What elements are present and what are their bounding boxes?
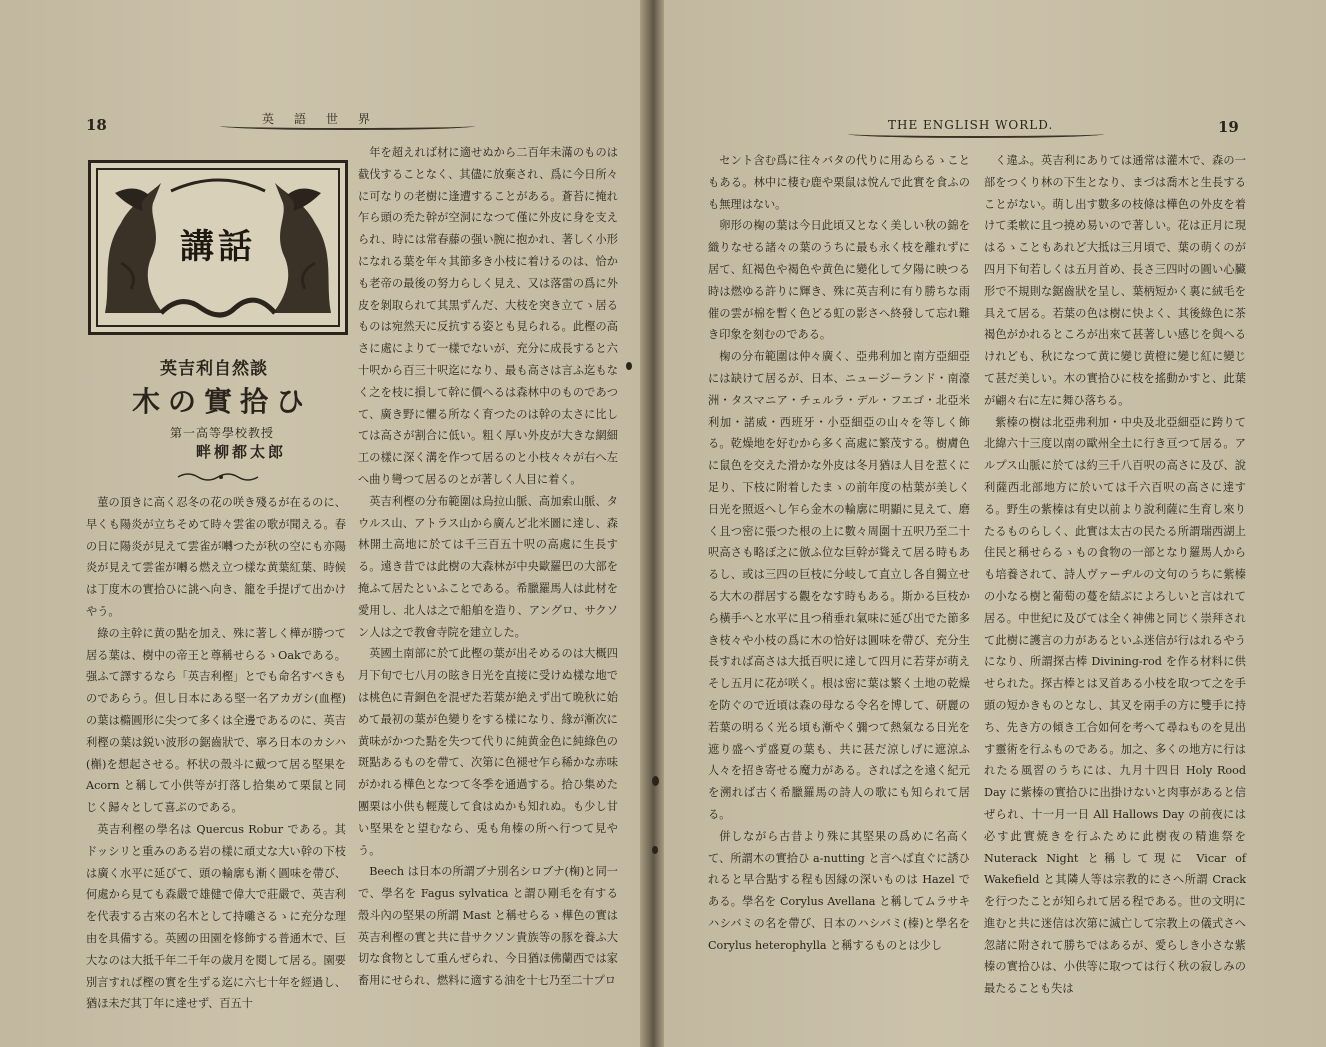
paragraph: 卵形の椈の葉は今日此頃又となく美しい秋の錦を織りなせる諸々の葉のうちに最も永く枝を離れずに居て、紅褐色や褐色や黄色に變化して夕陽に映つる時は燃ゆる許りに輝き、殊に英吉利に有り勝ちな雨催の雲が棉を暫く色どる虹の影さへ終發して忘れ難き印象を刻むのである。 [708,219,970,342]
page-number-right: 19 [1218,118,1239,136]
right-column-2 [984,150,1246,996]
author-affiliation: 第一高等學校教授 [170,426,275,440]
paragraph: Beech は日本の所謂ブナ別名シロブナ(椈)と同一で、學名を Fagus sylvatica と謂ひ剛毛を有する殼斗內の堅果の所謂 Mast と稱せらるゝ樺色の實は英吉利樫の實と共に昔サクソン貴族等の豚を養ふ大切な食物として重んぜられ、今日猶ほ佛蘭西では家畜用にせられ、燃料に適する油を十七乃至二十プロ [358,865,618,988]
paragraph: 併しながら古昔より殊に其堅果の爲めに名高くて、所謂木の實拾ひ a-nutting と言へば直ぐに誘ひれると早合點する程も因縁の深いものは Hazel である。學名を Corylus Avellana と稱してムラサキハシバミの名を帶び、日本のハシバミ(榛)と學名を Corylus heterophylla と稱するものとは少し [708,829,970,952]
author-name: 畔柳都太郎 [196,443,287,461]
left-column-1 [86,492,346,1011]
binding-hole [652,846,658,854]
running-head-right: THE ENGLISH WORLD. [888,118,1054,132]
paragraph: 年を超えれば材に適せぬから二百年未滿のものは截伐することなく、其儘に放棄され、爲に今日所々に可なりの老樹に逢遭することがある。蒼苔に掩れ乍ら頭の禿た幹が空洞になつて僅に外皮に身を支えられ、時には常春藤の强い腕に抱かれ、著しく小形になれる葉を年々其節多き小枝に着けるのは、恰かも老帝の最後の努力らしく見え、又は落雷の爲に外皮を剝取られて其黒ずんだ、大枝を突き立てゝ居るものは宛然天に反抗する姿とも見られる。此樫の高さに處によりて一樣でないが、充分に成長すると六十呎から百三十呎迄になり、最も高さは言ふ迄もなく之を枝に損して幹に價へるは森林中のものであつて、廣き野に懼る所なく育つたのは幹の太さに比しては高さが割合に低い。粗く厚い外皮が大きな網細工の樣に深く溝を作つて居るのと小枝々々が右へ左へ曲り彎つて居るのとが著しく人目に着く。 [358,146,618,486]
paragraph: 英吉利樫の學名は Quercus Robur である。其ドッシリと重みのある岩の樣に頑丈な大い幹の下枝は廣く水平に延びて、頭の輪廓も漸く圓味を帶び、何處から見ても森嚴で雄健で偉大で莊嚴で、英吉利を代表する古來の名木として持囃さるゝに充分な理由を具備する。英國の田園を修飾する普通木で、巨大なのは大抵千年二千年の歳月を閱して居る。園要別言すれば樫の實を生ずる迄に六七十年を經過し、猶ほ未だ其丁年に達せず、百五十 [86,822,346,1011]
paragraph: 菫の頂きに高く忍冬の花の咲き殘るが在るのに、早くも陽炎が立ちそめて時々雲雀の歌が聞える。春の日に陽炎が見えて雲雀が囀つたが秋の空にも亦陽炎が見えて雲雀が囀る燃え立つ樣な黄葉紅葉、時候は丁度木の實拾ひに誂へ向き、籠を手提げて出かけやう。 [86,496,346,618]
series-title: 英吉利自然談 [160,359,268,379]
running-head-rule-left [220,122,475,130]
book-gutter [640,0,664,1047]
paragraph: 椈の分布範圍は仲々廣く、亞弗利加と南方亞細亞には缺けて居るが、日本、ニュージーランド・南濠洲・タスマニア・チェルラ・デル・フエゴ・北亞米利加・諾威・西班牙・小亞細亞の山々を等しく飾る。乾燥地を好むから多く高處に繁茂する。樹膚色に鼠色を交えた滑かな外皮は冬月猶ほ人目を惹くに足り、下枝に附着したまゝの前年度の枯葉が美しく日光を照返へし乍ら金木の輪廓に明顯に見えて、磨く且つ密に張つた根の上に數々周圍十五呎乃至二十呎高さも略ぼ之に倣ふ位な巨幹が聳えて居る時もあるし、或は三四の巨枝に分岐して直立し各自獨立せる大木の群居する觀をなす時もある。斯かる巨枝から橫手へと水平に且つ稍垂れ氣味に延び出でた節多き枝々や小枝の爲に木の恰好は圓味を帶び、充分生長すれば高さは大抵百呎に達して四月に若芽が萌えそし五月に花が咲く。根は密に葉は繁く土地の乾燥を防ぐので近頃は森の母なる令名を博して、研麗の若葉の明るく光る頃も漸やく彌つて熱氣なる日光を遮り盛へず盛夏の葉も、共に甚だ涼しげに遮涼ふ人々を招き寄せる魔力がある。されば之を遠く紀元を溯れば古く希臘羅馬の詩人の歌にも知られて居る。 [708,350,970,821]
paragraph: 綠の主幹に黄の點を加え、殊に著しく樺が勝つて居る葉は、樹中の帝王と尊稱せらるゝOakである。强ふて譯するなら「英吉利樫」とでも命名すべきものであらう。但し日本にある堅一名アカガシ(血樫)の葉は橢圓形に尖つて多くは全邊であるのに、英吉利樫の葉は鋭い波形の鋸齒狀で、寧ろ日本のカシハ(槲)を想起させる。杯状の殼斗に戴つて居る堅果を Acorn と稱して小供等が打落し拾集めて栗鼠と同じく歸々として喜ぶのである。 [86,626,346,815]
paragraph: 英國土南部に於て此樫の葉が出そめるのは大概四月下旬で七八月の眩き日光を直接に受けぬ樣な地では桃色に青銅色を混ぜた若葉が絶えず出て晩秋に始めて最初の葉が色變りをする樣になり、緣が漸次に黄味がかつた點を失つて代りに純黄金色に純綠色の斑點あるものを帶て、次第に色褪せ乍ら稀かな赤味がかれる樺色となつて冬季を通過する。拾ひ集めた團栗は小供も輕蔑して食はぬかも知れぬ。も少し甘い堅果をと望むなら、兎も角榛の所へ行つて見やう。 [358,647,618,857]
title-banner [88,160,348,335]
paragraph: く違ふ。英吉利にありては通常は灌木で、森の一部をつくり林の下生となり、まづは喬木と生長することがない。萌し出す數多の枝條は樺色の外皮を着けて柔軟に且つ撓め易いので著しい。花は正月に現はるゝこともあれど大抵は三月頃で、葉の萌くのが四月下旬若しくは五月首め、長さ三四吋の圓い心臟形で不規則な鋸齒狀を呈し、葉柄短かく裏に絨毛を具えて居る。若葉の色は樹に快よく、其後綠色に茶褐色がかれるところが出來て甚著しい感じを與へるけれども、秋になつて黄に變じ黄橙に變じ紅に變じて甚だ美しい。木の實拾ひに枝を搖動かすと、此葉が翩々右に左に舞ひ落ちる。 [984,154,1246,407]
paragraph: 英吉利樫の分布範圍は烏拉山脈、高加索山脈、タウルス山、アトラス山から廣んど北米圖に達し、森林開土高地に於ては千三百五十呎の高處に生長する。遠き昔では此樹の大森林が中央歐羅巴の大部を掩ふて居たといふことである。希臘羅馬人は此材を愛用し、北人は之で船舶を造り、アングロ、サクソン人は之で教會寺院を建立した。 [358,494,618,639]
running-head-rule-right [848,130,1104,138]
page-number-left: 18 [86,116,107,134]
banner-title: 講話 [180,227,256,267]
right-page [656,0,1326,1047]
right-column-1 [708,150,970,962]
binding-hole [652,776,659,786]
binding-hole [626,362,632,370]
left-page [0,0,648,1047]
article-title: 木の實拾ひ [132,385,313,418]
paragraph: 紫榛の樹は北亞弗利加・中央及北亞細亞に跨りて北緯六十三度以南の歐州全土に行き亘つて居る。アルプス山脈に於ては約三千八百呎の高さに及び、說利薩西北部地方に於いては千六百呎の高さに達する。野生の紫榛は有史以前より說利薩に生育し來りたるものらしく、此實は太古の民たる所謂瑞西湖上住民と稱せらるゝもの食物の一部となり羅馬人からも培養されて、詩人ヴァーヂルの文句のうちに紫榛の小なる樹と葡萄の蔓を結ぶによろしいと言はれて居る。中世紀に及びては全く神佛と同じく崇拜されて此樹に護言の力があるといふ迷信が行はれるやうになり、所謂探古棒 Divining-rod を作る材料に供せられた。探古棒とは叉首ある小枝を取つて之を手頭の短かきものとなし、其叉を兩手の方に雙手に持ち、先き方の傾き工合如何を考へて尋ねものを見出す靈術を行ふものである。加之、多くの地方に行はれたる風習のうちには、九月十四日 Holy Rood Day に紫榛の實拾ひに出掛けないと肉事があると信ぜられ、十一月一日 All Hallows Day の前夜には必す此實焼きを行ふために此樹夜の精進祭を Nuterack Night と稱して現に Vicar of Wakefield と其隣人等は宗教的にさへ所謂 Crack を行つたことが知られて居る程である。世の文明に進むと共に迷信は次第に滅亡して宗教上の儀式さへ忽諸に附されて勝ちではあるが、愛らしき小さな紫榛の實拾ひは、小供等に取つては行く秋の寂しみの最たることも失は [984,415,1246,996]
left-column-2 [358,142,618,988]
running-head-left: 英 語 世 界 [262,112,375,126]
paragraph: セント含む爲に往々バタの代りに用ゐらるゝこともある。林中に棲む鹿や栗鼠は悅んで此實を食ふのも無理はない。 [708,154,970,211]
flourish-ornament-icon [176,472,266,482]
